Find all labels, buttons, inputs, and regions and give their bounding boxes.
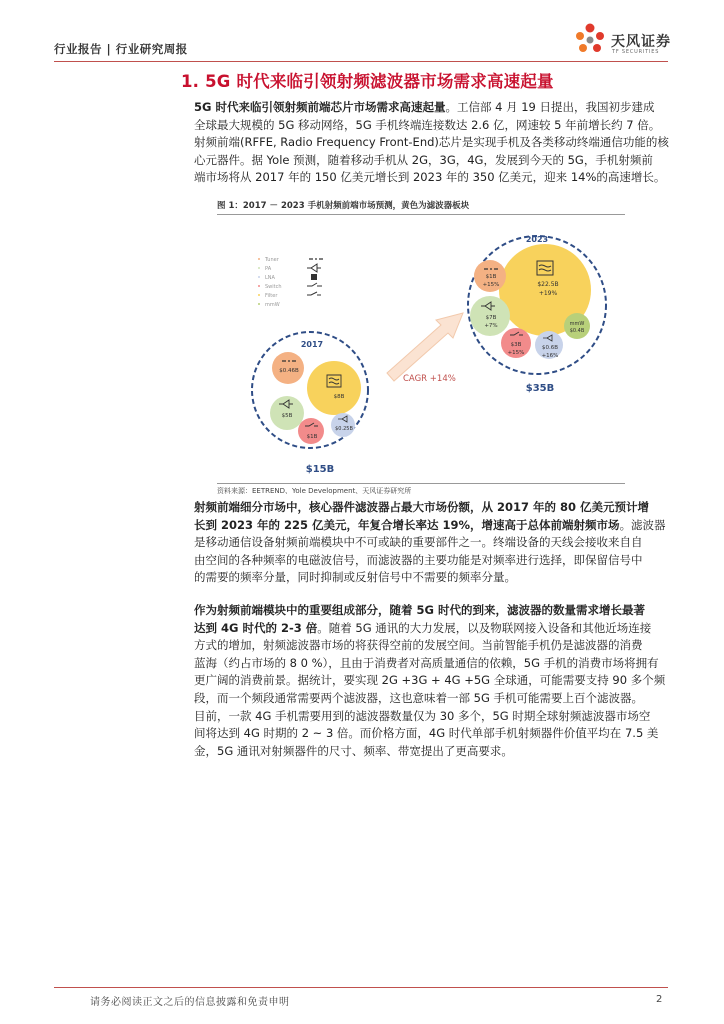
legend-item-lna bbox=[258, 274, 317, 281]
bubble-2023-mmw-label: $0.4B bbox=[569, 328, 585, 334]
paragraph-1-line: 全球最大规模的 5G 移动网络，5G 手机终端连接数达 2.6 亿，网速较 5 年前增长约 7 倍。 bbox=[194, 117, 661, 132]
bubble-2017-filter bbox=[307, 361, 361, 415]
paragraph-2-line: 由空间的各种频率的电磁波信号，而滤波器的主要功能是对频率进行选择，即保留信号中 bbox=[194, 552, 643, 567]
legend-label: Tuner bbox=[265, 257, 279, 263]
legend-label: Switch bbox=[265, 284, 282, 290]
bubble-2023-lna-growth: +16% bbox=[541, 353, 559, 359]
paragraph-2-line: 。滤波器 bbox=[619, 517, 666, 532]
paragraph-1-line: 端市场将从 2017 年的 150 亿美元增长到 2023 年的 350 亿美元，迎来 14%的高速增长。 bbox=[194, 170, 666, 185]
bubble-2023-mmw-name: mmW bbox=[569, 321, 585, 327]
filter-symbol-icon bbox=[307, 292, 321, 295]
bubble-2023-tuner-label: $1B bbox=[485, 274, 497, 280]
paragraph-3 bbox=[194, 602, 670, 760]
bubble-2023-pa-growth: +7% bbox=[484, 323, 498, 329]
logo-chinese-name: 天风证券 bbox=[611, 34, 671, 50]
bubble-2017-lna bbox=[331, 413, 355, 437]
paragraph-2-bold: 射频前端细分市场中，核心器件滤波器占最大市场份额，从 2017 年的 80 亿美元预计增 bbox=[194, 500, 650, 514]
header-divider bbox=[54, 61, 668, 62]
switch-symbol-icon bbox=[307, 283, 322, 286]
footer-divider bbox=[54, 987, 668, 988]
paragraph-2-bold: 长到 2023 年的 225 亿美元，年复合增长率达 19%，增速高于总体前端射频市场 bbox=[194, 517, 620, 532]
legend-item-pa bbox=[258, 264, 321, 272]
total-2017: $15B bbox=[305, 464, 335, 475]
paragraph-3-line: 金，5G 通讯对射频器件的尺寸、频率、带宽提出了更高要求。 bbox=[194, 743, 513, 758]
logo-english-name: TF SECURITIES bbox=[612, 49, 660, 55]
figure-bottom-rule bbox=[217, 483, 625, 484]
bubble-cluster-2023 bbox=[468, 235, 606, 394]
bubble-2017-tuner-label: $0.46B bbox=[279, 368, 299, 374]
paragraph-2-line: 是移动通信设备射频前端模块中不可或缺的重要部件之一。终端设备的天线会接收来自自 bbox=[194, 535, 643, 550]
paragraph-1-line: 。工信部 4 月 19 日提出，我国初步建成 bbox=[445, 100, 655, 114]
rf-market-bubble-chart bbox=[217, 215, 625, 481]
bubble-2017-switch-label: $1B bbox=[306, 434, 318, 440]
paragraph-1 bbox=[194, 99, 670, 187]
footer-disclaimer: 请务必阅读正文之后的信息披露和免责申明 bbox=[90, 997, 290, 1008]
paragraph-3-line: 。随着 5G 通讯的大力发展，以及物联网接入设备和其他近场连接 bbox=[317, 620, 652, 635]
growth-arrow bbox=[387, 313, 463, 384]
legend-item-tuner bbox=[258, 257, 323, 263]
legend-item-mmw bbox=[258, 302, 280, 308]
bubble-2023-tuner-growth: +15% bbox=[482, 282, 500, 288]
paragraph-3-line: 蓝海（约占市场的 8 0 %），且由于消费者对高质量通信的依赖，5G 手机的消费市场将拥有 bbox=[194, 655, 659, 670]
legend-item-filter bbox=[258, 292, 321, 299]
bubble-2023-switch-label: $3B bbox=[510, 342, 522, 348]
bubble-cluster-2017 bbox=[252, 332, 368, 475]
figure-caption: 图 1：2017 － 2023 手机射频前端市场预测，黄色为滤波器板块 bbox=[217, 201, 470, 211]
lna-symbol-icon bbox=[311, 274, 317, 280]
bubble-2017-lna-label: $0.25B bbox=[335, 426, 353, 432]
paragraph-1-line: 心元器件。据 Yole 预测，随着移动手机从 2G，3G，4G，发展到今天的 5G，手机射频前 bbox=[194, 152, 653, 167]
legend-label: PA bbox=[265, 266, 272, 272]
year-label-2017: 2017 bbox=[300, 340, 324, 349]
pa-symbol-icon bbox=[307, 264, 321, 272]
paragraph-3-line: 目前，一款 4G 手机需要用到的滤波器数量仅为 30 多个，5G 时期全球射频滤波器市场空 bbox=[194, 708, 651, 723]
bubble-2017-switch bbox=[298, 418, 324, 444]
legend-label: mmW bbox=[265, 302, 280, 308]
bubble-2023-filter-growth: +19% bbox=[538, 290, 558, 297]
bubble-2023-switch-growth: +15% bbox=[507, 350, 525, 356]
bubble-2017-pa-label: $5B bbox=[281, 413, 293, 419]
cagr-label: CAGR +14% bbox=[403, 374, 456, 384]
paragraph-3-line: 段，而一个频段通常需要两个滤波器，这也意味着一部 5G 手机可能需要上百个滤波器。 bbox=[194, 690, 644, 705]
paragraph-3-line: 更广阔的消费前景。据统计，要实现 2G +3G + 4G +5G 全球通，可能需要支持 90 多个频 bbox=[194, 673, 666, 688]
paragraph-1-lead: 5G 时代来临引领射频前端芯片市场需求高速起量 bbox=[194, 100, 446, 114]
paragraph-2 bbox=[194, 499, 670, 587]
paragraph-3-line: 间将达到 4G 时期的 2 ~ 3 倍。而价格方面，4G 时代单部手机射频器件价值平均在 7.5 美 bbox=[194, 726, 659, 741]
section-title: 1. 5G 时代来临引领射频滤波器市场需求高速起量 bbox=[181, 72, 554, 91]
bubble-2023-lna-label: $0.6B bbox=[541, 345, 559, 351]
figure-source: 资料来源：EETREND、Yole Development、天风证券研究所 bbox=[217, 487, 412, 495]
year-label-2023: 2023 bbox=[525, 235, 549, 244]
bubble-2023-pa-label: $7B bbox=[485, 315, 497, 321]
legend-item-switch bbox=[258, 283, 322, 290]
total-2023: $35B bbox=[525, 383, 555, 394]
legend-label: Filter bbox=[265, 293, 278, 299]
paragraph-3-bold: 作为射频前端模块中的重要组成部分，随着 5G 时代的到来，滤波器的数量需求增长最著 bbox=[194, 603, 645, 617]
bubble-2017-filter-label: $8B bbox=[333, 394, 345, 400]
paragraph-3-bold: 达到 4G 时代的 2-3 倍 bbox=[194, 620, 318, 635]
chart-legend bbox=[258, 257, 323, 308]
legend-label: LNA bbox=[265, 275, 275, 281]
paragraph-1-line: 射频前端(RFFE, Radio Frequency Front-End)芯片是实现手机及各类移动终端通信功能的核 bbox=[194, 135, 669, 150]
bubble-2023-filter-label: $22.5B bbox=[537, 281, 559, 288]
page-number: 2 bbox=[656, 994, 663, 1005]
paragraph-3-line: 方式的增加，射频滤波器市场的将获得空前的发展空间。当前智能手机仍是滤波器的消费 bbox=[194, 638, 643, 653]
report-type: 行业报告 | 行业研究周报 bbox=[54, 42, 188, 56]
paragraph-2-line: 的需要的频率分量，同时抑制或反射信号中不需要的频率分量。 bbox=[194, 570, 516, 585]
